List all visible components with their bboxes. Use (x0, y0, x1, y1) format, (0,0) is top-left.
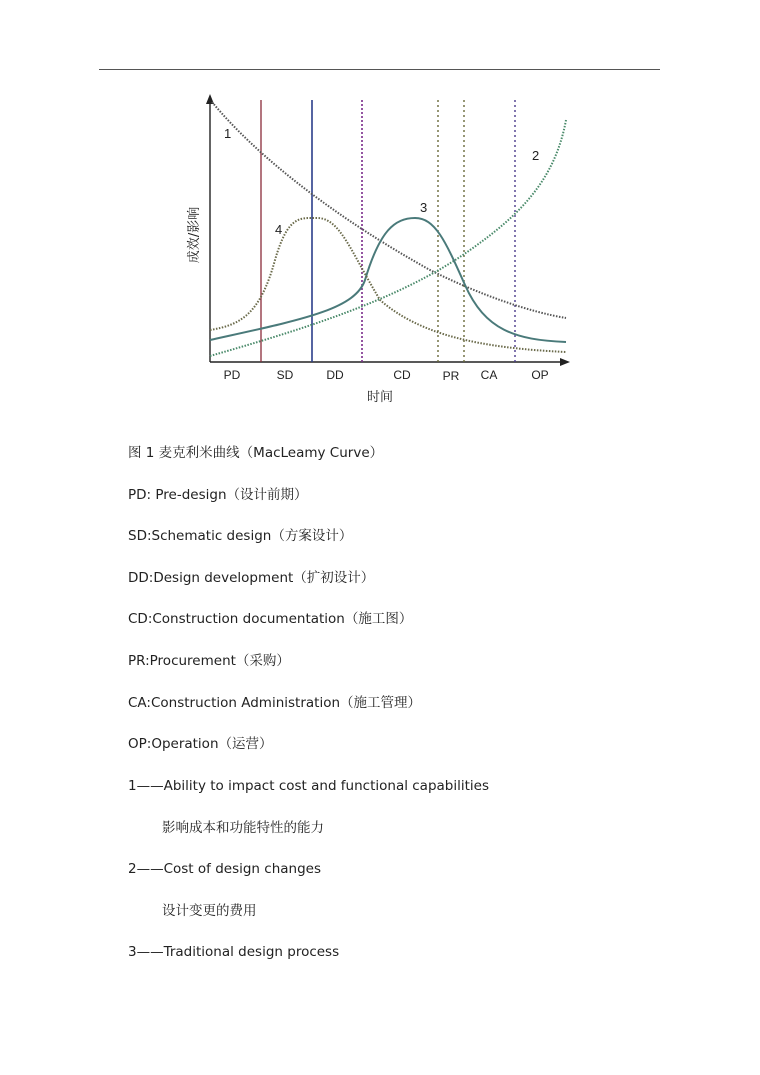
figure-caption: 图 1 麦克利米曲线（MacLeamy Curve） (128, 445, 384, 461)
curve-label-2: 2 (532, 148, 540, 163)
phase-label-sd: SD (276, 368, 294, 382)
legend-3-en: 3——Traditional design process (128, 944, 340, 960)
curve-label-1: 1 (224, 126, 232, 141)
legend-1-en: 1——Ability to impact cost and functional capabilities (128, 778, 490, 794)
phase-label-cd: CD (393, 368, 411, 382)
definition-pd: PD: Pre-design（设计前期） (128, 487, 308, 503)
legend-1-zh: 影响成本和功能特性的能力 (162, 820, 324, 836)
definition-cd: CD:Construction documentation（施工图） (128, 611, 413, 627)
legend-2-en: 2——Cost of design changes (128, 861, 321, 877)
curve-2-cost (210, 120, 566, 356)
x-axis-arrow (560, 358, 570, 366)
header-rule (99, 69, 660, 70)
definition-op: OP:Operation（运营） (128, 736, 273, 752)
macleamy-curve-figure (180, 90, 580, 410)
phase-label-op: OP (531, 368, 549, 382)
definition-dd: DD:Design development（扩初设计） (128, 570, 375, 586)
definition-ca: CA:Construction Administration（施工管理） (128, 695, 422, 711)
definition-pr: PR:Procurement（采购） (128, 653, 290, 669)
phase-label-ca: CA (480, 368, 498, 382)
definition-sd: SD:Schematic design（方案设计） (128, 528, 353, 544)
phase-label-pd: PD (223, 368, 241, 382)
curve-3-traditional (210, 218, 566, 342)
phase-label-dd: DD (326, 368, 344, 382)
y-axis-label: 成效/影响 (187, 206, 202, 264)
x-axis-label: 时间 (366, 390, 394, 405)
figure-svg (180, 90, 580, 410)
curve-4-ipd (210, 218, 566, 352)
legend-2-zh: 设计变更的费用 (162, 903, 257, 919)
curve-1-ability (212, 102, 566, 318)
curve-label-3: 3 (420, 200, 428, 215)
phase-label-pr: PR (442, 369, 460, 383)
curve-label-4: 4 (275, 222, 283, 237)
